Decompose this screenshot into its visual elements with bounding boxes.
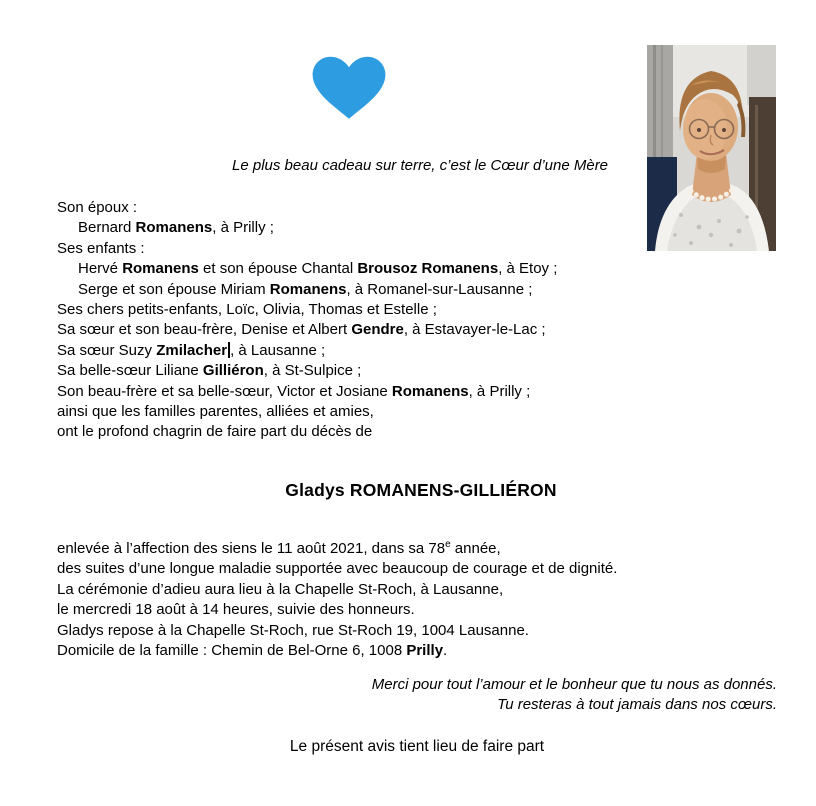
text: le mercredi 18 août à 14 heures, suivie des honneurs. (57, 601, 415, 619)
text: Ses chers petits-enfants, Loïc, Olivia, Thomas et Estelle ; (57, 301, 437, 319)
text: , à Prilly ; (212, 219, 274, 237)
text-line (57, 539, 777, 559)
bold-text: Romanens (391, 382, 469, 400)
text-line (217, 695, 777, 715)
text: La cérémonie d’adieu aura lieu à la Chapelle St-Roch, à Lausanne, (57, 580, 504, 598)
text: enlevée à l’affection des siens le 11 août 2021, dans sa 78 (57, 540, 446, 557)
text: Sa sœur et son beau-frère, Denise et Albert (57, 321, 352, 339)
bold-text: Gendre (351, 321, 404, 339)
text: Tu resteras à tout jamais dans nos cœurs. (497, 696, 777, 713)
bold-text: Romanens (135, 219, 213, 237)
bold-text: Gilliéron (202, 362, 264, 380)
text: , à Romanel-sur-Lausanne ; (346, 280, 533, 298)
text: . (443, 642, 448, 660)
text: année, (450, 540, 501, 557)
footer-notice: Le présent avis tient lieu de faire part (289, 738, 545, 755)
text-line (57, 198, 737, 218)
text-line (57, 239, 737, 259)
text-line (57, 641, 777, 661)
bold-text: Brousoz Romanens (357, 260, 499, 278)
text: Son beau-frère et sa belle-sœur, Victor et Josiane (57, 382, 392, 400)
text: Sa belle-sœur Liliane (57, 362, 203, 380)
text-line (57, 280, 737, 300)
text: Gladys repose à la Chapelle St-Roch, rue St-Roch 19, 1004 Lausanne. (57, 621, 529, 639)
text: Sa sœur Suzy (57, 341, 157, 359)
text-line (57, 402, 737, 422)
text-line (57, 361, 737, 381)
text-line (57, 382, 737, 402)
text-line (57, 422, 737, 442)
text: Ses enfants : (57, 239, 145, 257)
text-line (57, 259, 737, 279)
text-line (217, 675, 777, 695)
text: , à Prilly ; (468, 382, 531, 400)
farewell-message (217, 675, 777, 715)
blue-heart-icon (312, 56, 386, 122)
text-line (57, 580, 777, 600)
text-line (57, 341, 737, 361)
text: , à Lausanne ; (230, 341, 326, 359)
text: et son épouse Chantal (198, 260, 358, 278)
text: , à St-Sulpice ; (263, 362, 362, 380)
bold-text: Prilly (406, 642, 444, 660)
text: e (445, 539, 451, 550)
ceremony-details (57, 539, 777, 661)
text: Merci pour tout l’amour et le bonheur que tu nous as donnés. (371, 676, 777, 693)
text: Hervé (78, 260, 123, 278)
bold-text: Romanens (269, 280, 347, 298)
text-line (57, 320, 737, 340)
deceased-name: Gladys ROMANENS-GILLIÉRON (285, 480, 557, 500)
text: Son époux : (57, 199, 138, 216)
family-list (57, 198, 737, 443)
text-line (57, 559, 777, 579)
text-line (57, 600, 777, 620)
text-line (57, 621, 777, 641)
text-line (57, 218, 737, 238)
text: , à Estavayer-le-Lac ; (403, 321, 546, 339)
text-line (57, 300, 737, 320)
text: des suites d’une longue maladie supportée avec beaucoup de courage et de dignité. (57, 560, 618, 578)
text: Serge et son épouse Miriam (78, 280, 270, 298)
text: ont le profond chagrin de faire part du décès de (57, 423, 373, 441)
text: , à Etoy ; (498, 260, 558, 278)
text: ainsi que les familles parentes, alliées et amies, (57, 403, 374, 421)
dedication-quote: Le plus beau cadeau sur terre, c’est le Cœur d’une Mère (232, 157, 609, 174)
bold-text: Romanens (122, 260, 199, 278)
text: Bernard (78, 219, 136, 237)
text: Domicile de la famille : Chemin de Bel-Orne 6, 1008 (57, 642, 407, 660)
heart-shape (313, 57, 386, 119)
bold-text: Zmilacher (156, 341, 228, 359)
